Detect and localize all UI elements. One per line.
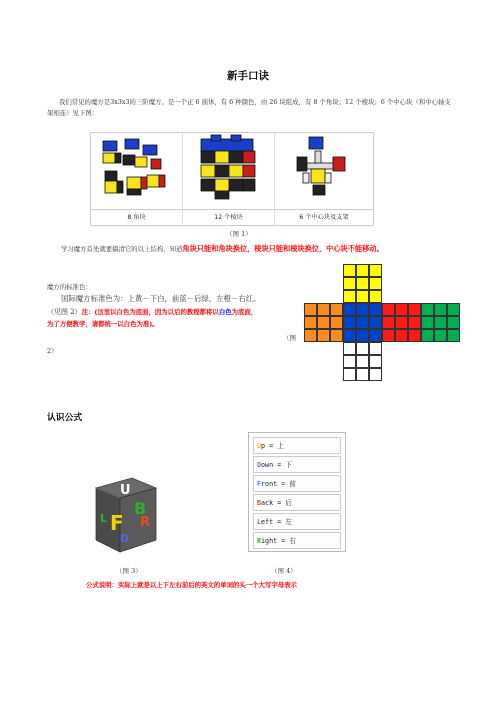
note-white: 白色 [218, 308, 232, 316]
net-face-down-sticker [356, 355, 369, 368]
standard-color-text: 国际魔方标准色为：上黄－下白，前蓝－后绿，左橙－右红。 [61, 294, 261, 303]
formula-meaning: ack = 后 [261, 499, 292, 507]
study-highlight: 角块只能和角块换位，棱块只能和棱块换位，中心块不能移动。 [182, 244, 384, 253]
cube-letter-back: B [134, 499, 147, 518]
net-face-left-sticker [330, 303, 343, 316]
net-face-down-sticker [343, 355, 356, 368]
formula-row [253, 513, 341, 530]
net-face-down-sticker [369, 355, 382, 368]
note-line1 [47, 307, 257, 317]
standard-color-label: 魔方的标准色： [47, 283, 92, 291]
section-heading: 认识公式 [47, 413, 83, 423]
net-face-back-sticker [447, 329, 460, 342]
labeled-cube-figure [86, 470, 168, 562]
net-face-left-sticker [330, 316, 343, 329]
net-face-up-sticker [356, 277, 369, 290]
net-face-up-sticker [343, 277, 356, 290]
see-fig2: （见图 2） [47, 308, 82, 316]
net-face-left-sticker [317, 303, 330, 316]
note-line2: 为了方便教学，请都统一以白色为准)。 [47, 320, 159, 328]
formula-letter: L [257, 518, 262, 526]
intro-text: 我们常见的魔方是3x3x3的三阶魔方。是一个正 6 面体，有 6 种颜色，由 26 块组成，有 8 个角块；12 个棱块；6 个中心块（和中心轴支架相连）见下图： [47, 98, 451, 117]
note-text-2: 为底面， [231, 308, 258, 316]
cube-letter-left: L [100, 512, 108, 525]
cube-structure-figure [90, 132, 374, 226]
corner-pieces-image [91, 133, 181, 208]
formula-meaning: own = 下 [261, 461, 292, 469]
net-face-back-sticker [447, 316, 460, 329]
formula-table [248, 432, 346, 552]
net-face-down-sticker [356, 368, 369, 381]
intro-paragraph [47, 97, 453, 119]
net-face-right-sticker [382, 329, 395, 342]
net-face-left-sticker [304, 316, 317, 329]
net-face-left-sticker [304, 303, 317, 316]
fig2-caption-a: （图 [283, 334, 296, 342]
net-face-front-sticker [356, 316, 369, 329]
net-face-up-sticker [369, 264, 382, 277]
formula-row [253, 437, 341, 454]
note-text-1: 注：(这里以白色为底面，因为以后的教程都将以 [81, 308, 219, 316]
formula-meaning: ront = 前 [261, 480, 296, 488]
fig3-caption: （图 3） [116, 567, 142, 575]
net-face-up-sticker [369, 277, 382, 290]
fig2-caption-b: 2） [47, 347, 58, 355]
net-face-down-sticker [369, 368, 382, 381]
net-face-front-sticker [369, 303, 382, 316]
cube-letter-front: F [110, 511, 124, 535]
net-face-left-sticker [317, 316, 330, 329]
formula-meaning: eft = 左 [261, 518, 292, 526]
net-face-left-sticker [317, 329, 330, 342]
formula-row [253, 532, 341, 549]
cube-net-figure [304, 264, 464, 383]
net-face-front-sticker [356, 329, 369, 342]
center-label: 6 个中心块及支架 [299, 214, 349, 221]
net-face-front-sticker [369, 329, 382, 342]
formula-row [253, 456, 341, 473]
cube-letter-right: R [140, 515, 151, 530]
formula-row [253, 475, 341, 492]
net-face-front-sticker [343, 303, 356, 316]
net-face-right-sticker [395, 316, 408, 329]
net-face-up-sticker [356, 264, 369, 277]
cube-letter-down: D [120, 532, 130, 545]
net-face-right-sticker [408, 329, 421, 342]
formula-meaning: ight = 右 [261, 537, 296, 545]
net-face-right-sticker [382, 316, 395, 329]
net-face-right-sticker [395, 329, 408, 342]
study-paragraph [61, 243, 481, 255]
study-text: 学习魔方首先就要搞清它的以上结构，知道 [61, 245, 183, 253]
center-pieces-image [275, 133, 373, 208]
net-face-back-sticker [421, 316, 434, 329]
net-face-down-sticker [343, 342, 356, 355]
net-face-down-sticker [369, 342, 382, 355]
net-face-front-sticker [369, 316, 382, 329]
edge-label: 12 个棱块 [214, 214, 243, 221]
formula-meaning: p = 上 [261, 442, 284, 450]
net-face-right-sticker [408, 303, 421, 316]
formula-letter: D [257, 461, 262, 469]
net-face-back-sticker [434, 316, 447, 329]
net-face-back-sticker [434, 303, 447, 316]
net-face-up-sticker [369, 290, 382, 303]
net-face-down-sticker [356, 342, 369, 355]
net-face-front-sticker [343, 329, 356, 342]
fig1-caption: （图 1） [226, 230, 252, 238]
net-face-down-sticker [343, 368, 356, 381]
net-face-front-sticker [356, 303, 369, 316]
formula-letter: B [257, 499, 262, 507]
net-face-back-sticker [421, 303, 434, 316]
net-face-up-sticker [343, 264, 356, 277]
net-face-back-sticker [447, 303, 460, 316]
corner-label: 8 角块 [127, 214, 146, 221]
fig4-caption: （图 4） [271, 567, 297, 575]
net-face-up-sticker [343, 290, 356, 303]
net-face-right-sticker [408, 316, 421, 329]
formula-letter: U [257, 442, 262, 450]
formula-row [253, 494, 341, 511]
formula-letter: F [257, 480, 262, 488]
net-face-right-sticker [382, 303, 395, 316]
edge-pieces-image [183, 133, 273, 208]
net-face-up-sticker [356, 290, 369, 303]
net-face-back-sticker [421, 329, 434, 342]
net-face-front-sticker [343, 316, 356, 329]
net-face-left-sticker [330, 329, 343, 342]
cube-letter-up: U [120, 483, 131, 498]
formula-letter: R [257, 537, 262, 545]
page-title: 新手口诀 [227, 70, 269, 82]
cube-label-row [91, 209, 373, 226]
net-face-back-sticker [434, 329, 447, 342]
net-face-right-sticker [395, 303, 408, 316]
net-face-left-sticker [304, 329, 317, 342]
formula-note: 公式说明：实际上就是以上下左右前后的英文的单词的头一个大写字母表示 [86, 581, 297, 589]
